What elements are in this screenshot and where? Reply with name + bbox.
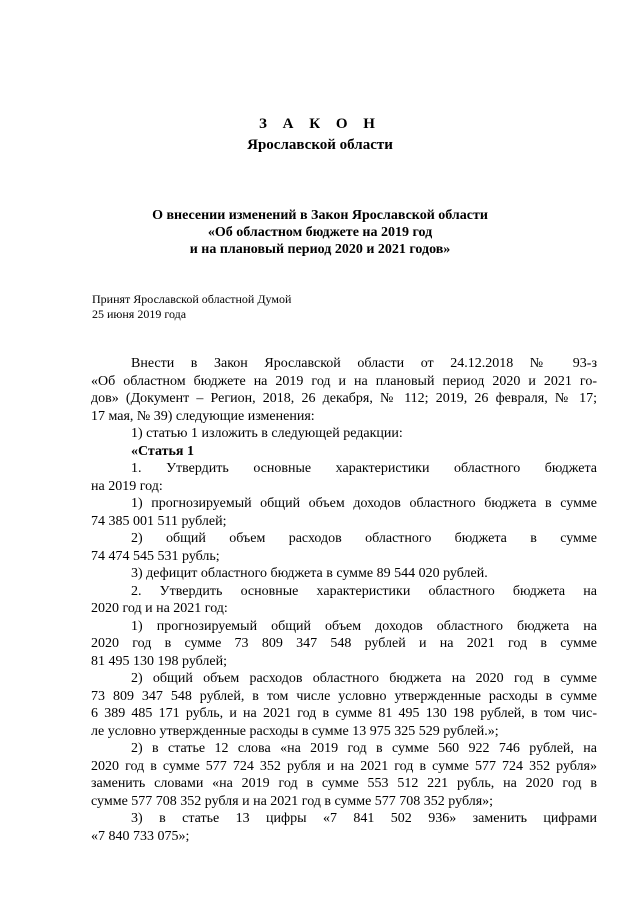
law-region: Ярославской области	[247, 137, 393, 153]
body-line: Внести в Закон Ярославской области от 24.12.2018 № 93-з	[131, 356, 597, 371]
body-line: 17 мая, № 39) следующие изменения:	[91, 408, 315, 424]
adoption-line: Принят Ярославской областной Думой	[92, 292, 292, 306]
law-body	[91, 355, 597, 845]
adoption-note	[92, 292, 291, 322]
body-line: 2020 год и на 2021 год:	[91, 601, 228, 616]
body-line: 6 389 485 171 рубль, и на 2021 год в сумме 81 495 130 198 рублей, в том чис-	[91, 706, 597, 721]
body-line: 1) статью 1 изложить в следующей редакции:	[131, 426, 403, 441]
body-line: 74 385 001 511 рублей;	[91, 513, 227, 529]
body-line: 1) прогнозируемый общий объем доходов областного бюджета в сумме	[131, 496, 597, 511]
body-line: заменить словами «на 2019 год в сумме 553 512 221 рубль, на 2020 год в	[91, 776, 597, 791]
body-line: 73 809 347 548 рублей, в том числе условно утвержденные расходы в сумме	[91, 688, 597, 704]
body-line: сумме 577 708 352 рубля и на 2021 год в сумме 577 708 352 рубля»;	[91, 793, 494, 809]
law-subtitle	[0, 207, 640, 258]
body-line: «7 840 733 075»;	[91, 828, 190, 844]
body-line: 81 495 130 198 рублей;	[91, 653, 227, 669]
body-line: дов» (Документ – Регион, 2018, 26 декабря, № 112; 2019, 26 февраля, № 17;	[91, 391, 597, 406]
body-line: 1) прогнозируемый общий объем доходов областного бюджета на	[131, 618, 597, 634]
body-line: «Об областном бюджете на 2019 год и на плановый период 2020 и 2021 го-	[91, 373, 597, 389]
body-line: 2. Утвердить основные характеристики областного бюджета на	[131, 583, 597, 599]
body-line: 2) общий объем расходов областного бюджета в сумме	[131, 531, 597, 546]
body-line: 2020 год в сумме 73 809 347 548 рублей и на 2021 год в сумме	[91, 636, 597, 651]
body-line: 74 474 545 531 рубль;	[91, 548, 220, 564]
body-line: 2) в статье 12 слова «на 2019 год в сумме 560 922 746 рублей, на	[131, 741, 597, 756]
subtitle-line: и на плановый период 2020 и 2021 годов»	[189, 242, 451, 257]
body-line: «Статья 1	[131, 443, 194, 459]
body-line: ле условно утвержденные расходы в сумме 13 975 325 529 рублей.»;	[91, 723, 499, 739]
adoption-date: 25 июня 2019 года	[92, 307, 187, 321]
body-line: 3) в статье 13 цифры «7 841 502 936» заменить цифрами	[131, 811, 597, 826]
law-title: З А К О Н	[259, 116, 381, 132]
body-line: 2) общий объем расходов областного бюджета на 2020 год в сумме	[131, 671, 597, 686]
subtitle-line: О внесении изменений в Закон Ярославской области	[152, 208, 488, 223]
body-line: на 2019 год:	[91, 478, 163, 494]
body-line: 1. Утвердить основные характеристики областного бюджета	[131, 461, 597, 476]
body-line: 3) дефицит областного бюджета в сумме 89 544 020 рублей.	[131, 566, 488, 581]
body-line: 2020 год в сумме 577 724 352 рубля и на 2021 год в сумме 577 724 352 рубля»	[91, 758, 597, 774]
subtitle-line: «Об областном бюджете на 2019 год	[207, 225, 433, 240]
